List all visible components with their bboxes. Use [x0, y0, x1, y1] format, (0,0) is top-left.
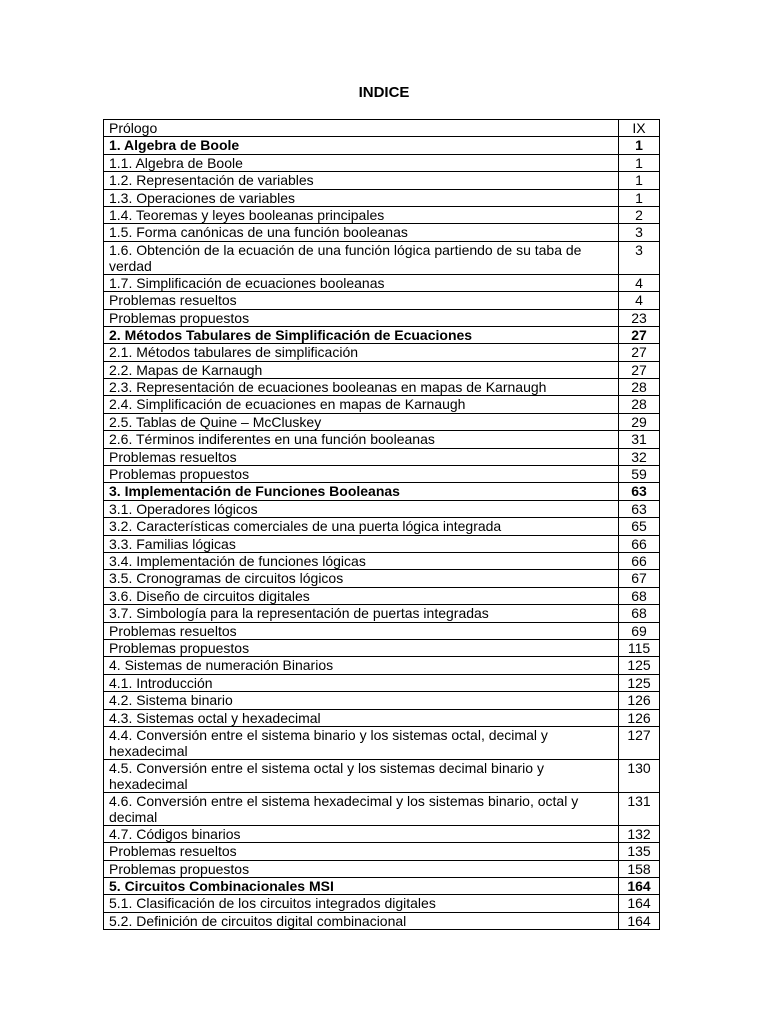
toc-row: [104, 309, 660, 326]
toc-entry-title: Prólogo: [104, 120, 619, 137]
toc-row: [104, 189, 660, 206]
toc-entry-title: 4.6. Conversión entre el sistema hexadecimal y los sistemas binario, octal y decimal: [104, 792, 619, 825]
toc-row: [104, 292, 660, 309]
toc-row: [104, 726, 660, 759]
toc-entry-page: 126: [619, 709, 660, 726]
toc-entry-page: 3: [619, 241, 660, 274]
toc-entry-title: 1.3. Operaciones de variables: [104, 189, 619, 206]
toc-row: [104, 912, 660, 929]
toc-row: [104, 552, 660, 569]
toc-entry-title: 1.6. Obtención de la ecuación de una función lógica partiendo de su taba de verdad: [104, 241, 619, 274]
toc-entry-title: Problemas propuestos: [104, 639, 619, 656]
toc-entry-page: 65: [619, 518, 660, 535]
toc-row: [104, 344, 660, 361]
toc-row: [104, 274, 660, 291]
toc-entry-title: 1.4. Teoremas y leyes booleanas principales: [104, 206, 619, 223]
toc-entry-page: 127: [619, 726, 660, 759]
toc-entry-page: 31: [619, 431, 660, 448]
toc-entry-page: 69: [619, 622, 660, 639]
toc-entry-title: 4.1. Introducción: [104, 674, 619, 691]
toc-entry-title: 2.3. Representación de ecuaciones booleanas en mapas de Karnaugh: [104, 379, 619, 396]
toc-entry-title: 4.4. Conversión entre el sistema binario y los sistemas octal, decimal y hexadecimal: [104, 726, 619, 759]
toc-entry-page: 68: [619, 605, 660, 622]
toc-entry-title: 4.5. Conversión entre el sistema octal y los sistemas decimal binario y hexadecimal: [104, 759, 619, 792]
toc-entry-title: Problemas propuestos: [104, 309, 619, 326]
toc-entry-title: 2. Métodos Tabulares de Simplificación de Ecuaciones: [104, 326, 619, 343]
toc-entry-title: 1.2. Representación de variables: [104, 172, 619, 189]
toc-row: [104, 379, 660, 396]
toc-row: [104, 792, 660, 825]
toc-row: [104, 500, 660, 517]
toc-row: [104, 518, 660, 535]
toc-row: [104, 622, 660, 639]
toc-entry-page: 66: [619, 552, 660, 569]
toc-entry-page: 164: [619, 912, 660, 929]
toc-entry-page: 3: [619, 224, 660, 241]
toc-entry-title: 2.6. Términos indiferentes en una función booleanas: [104, 431, 619, 448]
toc-row: [104, 639, 660, 656]
toc-row: [104, 224, 660, 241]
toc-entry-page: 27: [619, 326, 660, 343]
toc-row: [104, 466, 660, 483]
toc-entry-title: 4.7. Códigos binarios: [104, 825, 619, 842]
toc-entry-page: IX: [619, 120, 660, 137]
toc-row: [104, 154, 660, 171]
toc-entry-title: 3.2. Características comerciales de una puerta lógica integrada: [104, 518, 619, 535]
toc-row: [104, 431, 660, 448]
toc-entry-page: 28: [619, 379, 660, 396]
toc-row: [104, 692, 660, 709]
toc-entry-title: 3.3. Familias lógicas: [104, 535, 619, 552]
toc-entry-page: 125: [619, 657, 660, 674]
toc-entry-page: 23: [619, 309, 660, 326]
toc-entry-title: 3.4. Implementación de funciones lógicas: [104, 552, 619, 569]
toc-entry-title: Problemas propuestos: [104, 860, 619, 877]
toc-entry-title: 3. Implementación de Funciones Booleanas: [104, 483, 619, 500]
toc-entry-page: 4: [619, 292, 660, 309]
toc-entry-page: 27: [619, 361, 660, 378]
toc-entry-page: 67: [619, 570, 660, 587]
toc-row: [104, 657, 660, 674]
toc-entry-page: 59: [619, 466, 660, 483]
toc-entry-page: 29: [619, 413, 660, 430]
toc-entry-title: 1.1. Algebra de Boole: [104, 154, 619, 171]
toc-row: [104, 137, 660, 154]
toc-entry-page: 126: [619, 692, 660, 709]
toc-row: [104, 605, 660, 622]
toc-row: [104, 413, 660, 430]
toc-entry-page: 27: [619, 344, 660, 361]
toc-entry-page: 66: [619, 535, 660, 552]
toc-entry-title: 5.2. Definición de circuitos digital combinacional: [104, 912, 619, 929]
toc-entry-title: 5.1. Clasificación de los circuitos integrados digitales: [104, 895, 619, 912]
toc-row: [104, 674, 660, 691]
toc-entry-page: 130: [619, 759, 660, 792]
toc-entry-title: 4.2. Sistema binario: [104, 692, 619, 709]
toc-row: [104, 241, 660, 274]
toc-entry-title: Problemas propuestos: [104, 466, 619, 483]
toc-row: [104, 535, 660, 552]
toc-entry-page: 115: [619, 639, 660, 656]
toc-entry-title: Problemas resueltos: [104, 622, 619, 639]
toc-row: [104, 120, 660, 137]
toc-entry-title: Problemas resueltos: [104, 448, 619, 465]
toc-entry-page: 164: [619, 878, 660, 895]
toc-entry-page: 135: [619, 843, 660, 860]
toc-row: [104, 396, 660, 413]
toc-row: [104, 172, 660, 189]
toc-entry-page: 164: [619, 895, 660, 912]
toc-entry-title: 1. Algebra de Boole: [104, 137, 619, 154]
toc-entry-title: Problemas resueltos: [104, 843, 619, 860]
toc-entry-page: 1: [619, 189, 660, 206]
toc-entry-page: 132: [619, 825, 660, 842]
toc-entry-page: 125: [619, 674, 660, 691]
toc-row: [104, 895, 660, 912]
toc-entry-title: 4.3. Sistemas octal y hexadecimal: [104, 709, 619, 726]
toc-entry-page: 1: [619, 154, 660, 171]
toc-entry-page: 1: [619, 172, 660, 189]
toc-entry-title: 2.4. Simplificación de ecuaciones en mapas de Karnaugh: [104, 396, 619, 413]
toc-row: [104, 878, 660, 895]
toc-row: [104, 860, 660, 877]
toc-entry-title: 3.6. Diseño de circuitos digitales: [104, 587, 619, 604]
toc-entry-page: 131: [619, 792, 660, 825]
toc-row: [104, 448, 660, 465]
toc-entry-page: 32: [619, 448, 660, 465]
toc-row: [104, 570, 660, 587]
toc-entry-title: 2.2. Mapas de Karnaugh: [104, 361, 619, 378]
toc-row: [104, 843, 660, 860]
toc-entry-title: 1.5. Forma canónicas de una función booleanas: [104, 224, 619, 241]
toc-entry-page: 63: [619, 483, 660, 500]
page-title: INDICE: [358, 84, 410, 101]
toc-entry-title: 3.5. Cronogramas de circuitos lógicos: [104, 570, 619, 587]
toc-entry-page: 158: [619, 860, 660, 877]
toc-row: [104, 587, 660, 604]
toc-entry-page: 2: [619, 206, 660, 223]
toc-entry-page: 63: [619, 500, 660, 517]
toc-entry-title: 1.7. Simplificación de ecuaciones booleanas: [104, 274, 619, 291]
toc-entry-page: 28: [619, 396, 660, 413]
toc-entry-page: 68: [619, 587, 660, 604]
table-of-contents: [103, 119, 660, 930]
toc-row: [104, 206, 660, 223]
toc-row: [104, 825, 660, 842]
toc-entry-title: 3.7. Simbología para la representación de puertas integradas: [104, 605, 619, 622]
toc-entry-page: 1: [619, 137, 660, 154]
toc-entry-title: 2.1. Métodos tabulares de simplificación: [104, 344, 619, 361]
toc-row: [104, 483, 660, 500]
toc-entry-title: Problemas resueltos: [104, 292, 619, 309]
toc-entry-title: 2.5. Tablas de Quine – McCluskey: [104, 413, 619, 430]
toc-entry-page: 4: [619, 274, 660, 291]
toc-entry-title: 3.1. Operadores lógicos: [104, 500, 619, 517]
toc-row: [104, 709, 660, 726]
toc-row: [104, 759, 660, 792]
toc-row: [104, 326, 660, 343]
toc-row: [104, 361, 660, 378]
toc-entry-title: 5. Circuitos Combinacionales MSI: [104, 878, 619, 895]
toc-entry-title: 4. Sistemas de numeración Binarios: [104, 657, 619, 674]
